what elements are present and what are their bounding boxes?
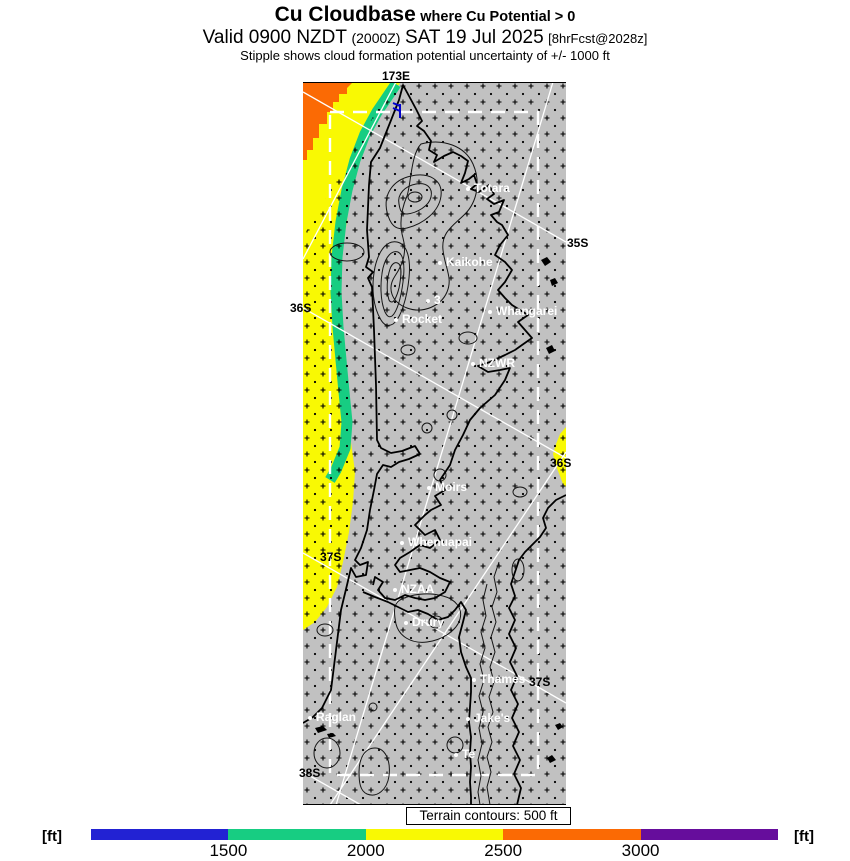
place-label: Jake's bbox=[474, 711, 511, 725]
colorbar-unit-right: [ft] bbox=[794, 828, 814, 845]
graticule-label: 37S bbox=[320, 550, 342, 564]
title-block bbox=[0, 3, 850, 64]
place-label: NZWR bbox=[479, 356, 515, 370]
colorbar-tick-label: 1500 bbox=[209, 841, 248, 860]
colorbar-unit-left: [ft] bbox=[42, 828, 62, 845]
colorbar-segment bbox=[641, 829, 778, 840]
place-label: Moirs bbox=[435, 480, 468, 494]
valid-date: SAT 19 Jul 2025 bbox=[404, 27, 544, 49]
graticule-label: 38S bbox=[299, 766, 321, 780]
title-line-2 bbox=[0, 27, 850, 49]
terrain-contours-note: Terrain contours: 500 ft bbox=[406, 807, 571, 825]
place-label: Thames bbox=[480, 672, 526, 686]
colorbar-segment bbox=[228, 829, 365, 840]
page-title: Cu Cloudbase bbox=[274, 3, 416, 26]
colorbar-segment bbox=[366, 829, 503, 840]
valid-time: Valid 0900 NZDT bbox=[202, 27, 347, 49]
colorbar-tick-label: 3000 bbox=[621, 841, 660, 860]
colorbar-tick-label: 2000 bbox=[346, 841, 385, 860]
graticule-label: 173E bbox=[382, 69, 411, 83]
stipple-note: Stipple shows cloud formation potential uncertainty of +/- 1000 ft bbox=[240, 47, 610, 63]
place-label: Whenuapai bbox=[408, 535, 473, 549]
place-label: Drury bbox=[412, 615, 445, 629]
graticule-label: 36S bbox=[550, 456, 572, 470]
title-line-1 bbox=[0, 3, 850, 27]
place-label: NZAA bbox=[401, 582, 435, 596]
place-label: Kaikohe bbox=[446, 255, 493, 269]
graticule-label: 37S bbox=[529, 675, 551, 689]
place-label: Totara bbox=[474, 181, 510, 195]
graticule-label: 35S bbox=[567, 236, 589, 250]
graticule-label: 36S bbox=[290, 301, 312, 315]
colorbar-tick-label: 2500 bbox=[484, 841, 523, 860]
title-qualifier: where Cu Potential > 0 bbox=[420, 9, 576, 25]
place-label: Te bbox=[462, 747, 476, 761]
place-label: Raglan bbox=[316, 710, 357, 724]
colorbar-segment bbox=[503, 829, 640, 840]
map-canvas bbox=[303, 82, 566, 805]
stipple-overlay bbox=[303, 82, 566, 805]
cloudbase-colorbar bbox=[91, 829, 778, 840]
valid-utc: (2000Z) bbox=[351, 30, 401, 47]
place-label: Rocket bbox=[402, 312, 443, 326]
forecast-map bbox=[303, 82, 566, 805]
forecast-tag: [8hrFcst@2028z] bbox=[548, 31, 648, 47]
colorbar-segment bbox=[91, 829, 228, 840]
place-label: 3 bbox=[434, 293, 441, 307]
place-label: Whangarei bbox=[496, 304, 558, 318]
